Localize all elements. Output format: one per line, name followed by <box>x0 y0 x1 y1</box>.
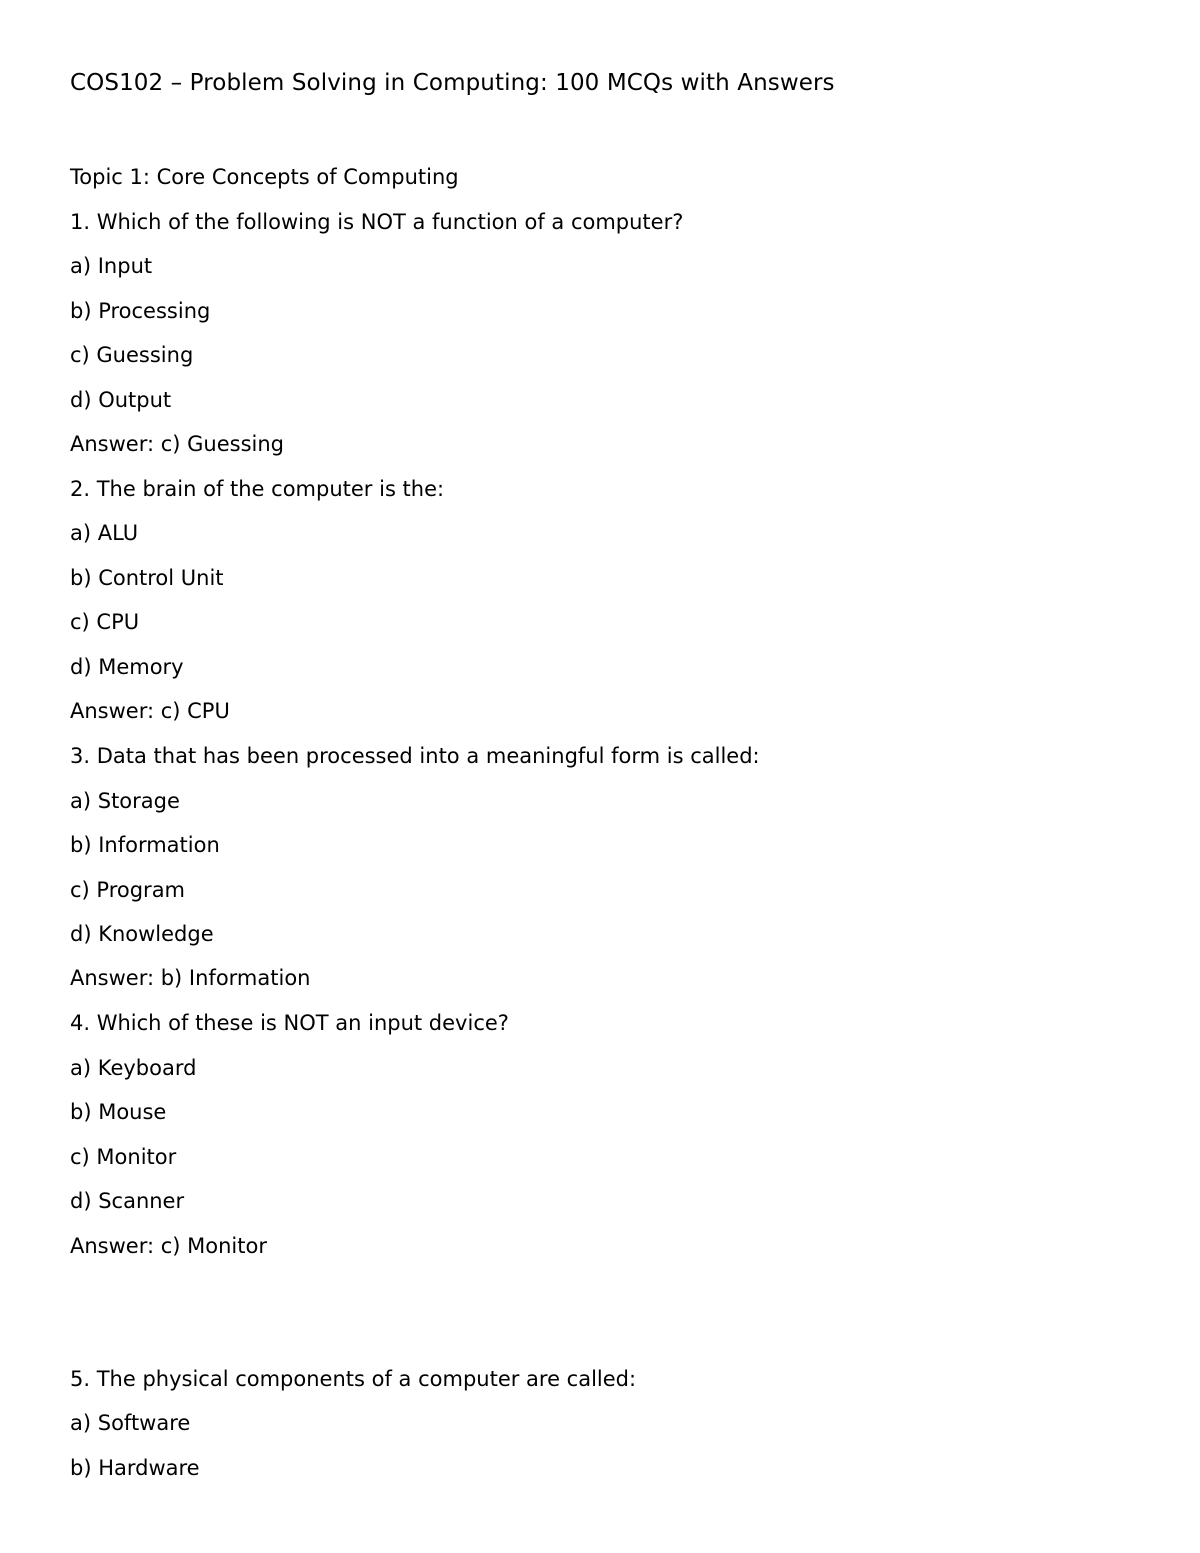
option: d) Knowledge <box>70 922 214 946</box>
option: c) Monitor <box>70 1145 177 1169</box>
question-text: 4. Which of these is NOT an input device? <box>70 1011 509 1035</box>
question-text: 3. Data that has been processed into a meaningful form is called: <box>70 744 760 768</box>
option: b) Control Unit <box>70 566 224 590</box>
option: c) Guessing <box>70 343 194 367</box>
topic-heading: Topic 1: Core Concepts of Computing <box>70 165 459 189</box>
option: d) Scanner <box>70 1189 185 1213</box>
question-text: 5. The physical components of a computer are called: <box>70 1367 637 1391</box>
answer-text: Answer: c) Guessing <box>70 432 284 456</box>
option: c) Program <box>70 878 186 902</box>
question-text: 1. Which of the following is NOT a function of a computer? <box>70 210 684 234</box>
option: a) Storage <box>70 789 180 813</box>
option: b) Mouse <box>70 1100 167 1124</box>
option: b) Hardware <box>70 1456 200 1480</box>
option: d) Output <box>70 388 172 412</box>
answer-text: Answer: c) CPU <box>70 699 230 723</box>
option: b) Information <box>70 833 220 857</box>
option: b) Processing <box>70 299 211 323</box>
document-title: COS102 – Problem Solving in Computing: 100 MCQs with Answers <box>70 70 835 96</box>
option: c) CPU <box>70 610 140 634</box>
question-text: 2. The brain of the computer is the: <box>70 477 445 501</box>
option: d) Memory <box>70 655 184 679</box>
answer-text: Answer: b) Information <box>70 966 311 990</box>
option: a) ALU <box>70 521 139 545</box>
option: a) Keyboard <box>70 1056 197 1080</box>
option: a) Software <box>70 1411 191 1435</box>
option: a) Input <box>70 254 153 278</box>
answer-text: Answer: c) Monitor <box>70 1234 267 1258</box>
